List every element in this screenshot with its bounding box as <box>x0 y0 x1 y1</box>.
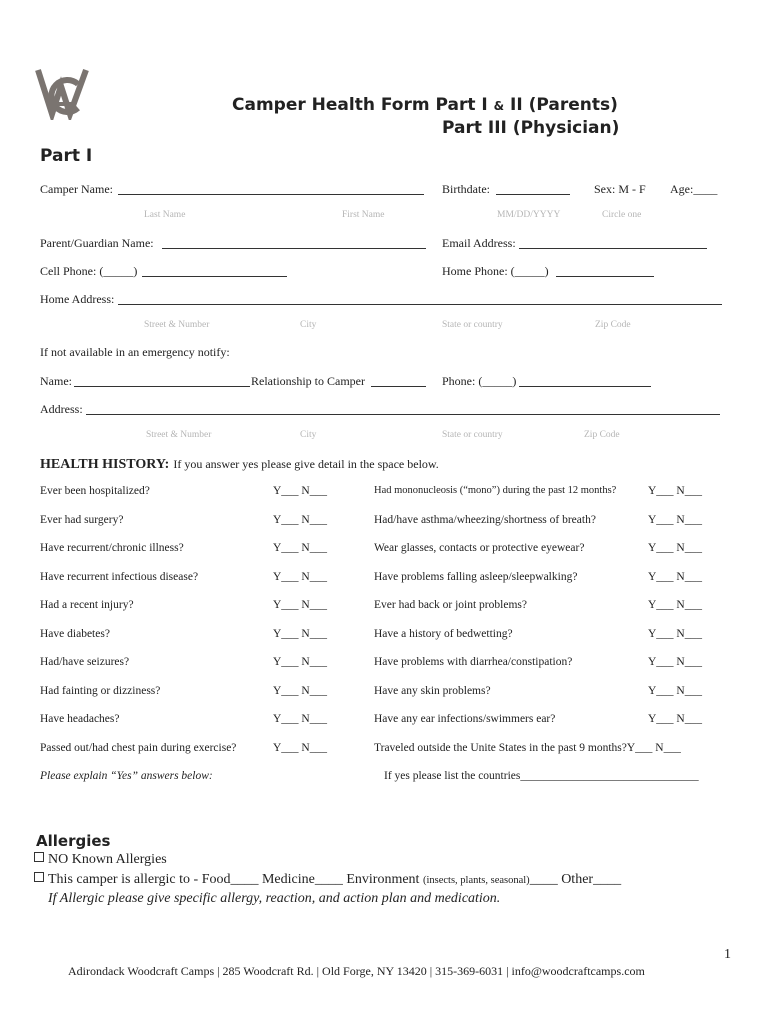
hint-last-name: Last Name <box>144 210 186 220</box>
left-yes-no[interactable]: Y___ N___ <box>273 742 327 754</box>
right-question: Wear glasses, contacts or protective eyewear? <box>374 542 585 554</box>
left-question: Had fainting or dizziness? <box>40 685 161 697</box>
camp-logo <box>34 64 92 120</box>
right-question: Have any skin problems? <box>374 685 491 697</box>
left-question: Have diabetes? <box>40 628 110 640</box>
right-yes-no[interactable]: Y___ N___ <box>648 599 702 611</box>
explain-label: Please explain “Yes” answers below: <box>40 770 213 782</box>
home-address-field[interactable] <box>118 304 722 305</box>
cell-phone-label: Cell Phone: (_____) <box>40 264 138 278</box>
left-question: Have recurrent/chronic illness? <box>40 542 184 554</box>
left-question: Ever been hospitalized? <box>40 485 150 497</box>
cell-phone-field[interactable] <box>142 276 287 277</box>
health-history-heading: HEALTH HISTORY: If you answer yes please give detail in the space below. <box>40 457 439 472</box>
hint-street-2: Street & Number <box>146 430 212 440</box>
right-yes-no[interactable]: Y___ N___ <box>648 685 702 697</box>
right-yes-no[interactable]: Y___ N___ <box>648 571 702 583</box>
left-question: Passed out/had chest pain during exercise? <box>40 742 237 754</box>
hint-first-name: First Name <box>342 210 385 220</box>
emergency-name-field[interactable] <box>74 386 250 387</box>
page-number: 1 <box>724 947 731 962</box>
right-question: Had mononucleosis (“mono”) during the past 12 months? <box>374 485 617 496</box>
countries-label[interactable]: If yes please list the countries_______________________________ <box>384 770 699 782</box>
right-question: Have a history of bedwetting? <box>374 628 513 640</box>
emergency-address-field[interactable] <box>86 414 720 415</box>
left-yes-no[interactable]: Y___ N___ <box>273 542 327 554</box>
checkbox-icon[interactable] <box>34 852 44 862</box>
left-yes-no[interactable]: Y___ N___ <box>273 485 327 497</box>
camper-name-field[interactable] <box>118 194 424 195</box>
camper-name-label: Camper Name: <box>40 182 113 196</box>
right-question: Had/have asthma/wheezing/shortness of breath? <box>374 514 596 526</box>
guardian-field[interactable] <box>162 248 426 249</box>
left-question: Had/have seizures? <box>40 656 130 668</box>
form-title-line1: Camper Health Form Part I & II (Parents) <box>232 95 618 115</box>
allergies-heading: Allergies <box>36 832 111 850</box>
email-field[interactable] <box>519 248 707 249</box>
left-yes-no[interactable]: Y___ N___ <box>273 685 327 697</box>
email-label: Email Address: <box>442 236 516 250</box>
left-question: Have recurrent infectious disease? <box>40 571 199 583</box>
emergency-name-label: Name: <box>40 374 72 388</box>
age-label[interactable]: Age:____ <box>670 182 718 196</box>
right-question: Have any ear infections/swimmers ear? <box>374 713 556 725</box>
right-yes-no[interactable]: Y___ N___ <box>648 542 702 554</box>
home-address-label: Home Address: <box>40 292 115 306</box>
left-yes-no[interactable]: Y___ N___ <box>273 599 327 611</box>
no-allergies-option[interactable]: NO Known Allergies <box>34 852 167 868</box>
birthdate-label: Birthdate: <box>442 182 490 196</box>
checkbox-icon[interactable] <box>34 872 44 882</box>
hint-circle-one: Circle one <box>602 210 642 220</box>
left-yes-no[interactable]: Y___ N___ <box>273 628 327 640</box>
emergency-label: If not available in an emergency notify: <box>40 345 230 359</box>
emergency-address-label: Address: <box>40 402 83 416</box>
footer-address: Adirondack Woodcraft Camps | 285 Woodcraft Rd. | Old Forge, NY 13420 | 315-369-6031 | info@woodcraftcamps.com <box>68 964 645 978</box>
right-yes-no[interactable]: Y___ N___ <box>648 485 702 497</box>
right-question: Traveled outside the Unite States in the past 9 months?Y___ N___ <box>374 742 681 754</box>
left-question: Had a recent injury? <box>40 599 134 611</box>
hint-state: State or country <box>442 320 503 330</box>
left-yes-no[interactable]: Y___ N___ <box>273 571 327 583</box>
allergy-note: If Allergic please give specific allergy, reaction, and action plan and medication. <box>48 891 501 906</box>
left-question: Have headaches? <box>40 713 120 725</box>
hint-zip-2: Zip Code <box>584 430 620 440</box>
right-question: Have problems with diarrhea/constipation? <box>374 656 573 668</box>
sex-label[interactable]: Sex: M - F <box>594 182 646 196</box>
relationship-field[interactable] <box>371 386 426 387</box>
allergic-option[interactable]: This camper is allergic to - Food____ Medicine____ Environment (insects, plants, seasonal)____ Other____ <box>34 872 621 888</box>
guardian-label: Parent/Guardian Name: <box>40 236 154 250</box>
right-yes-no[interactable]: Y___ N___ <box>648 514 702 526</box>
emergency-phone-label: Phone: (_____) <box>442 374 517 388</box>
hint-zip: Zip Code <box>595 320 631 330</box>
hint-street: Street & Number <box>144 320 210 330</box>
left-yes-no[interactable]: Y___ N___ <box>273 514 327 526</box>
home-phone-field[interactable] <box>556 276 654 277</box>
birthdate-field[interactable] <box>496 194 570 195</box>
form-title-line2: Part III (Physician) <box>442 118 620 138</box>
right-question: Ever had back or joint problems? <box>374 599 527 611</box>
hint-city-2: City <box>300 430 317 440</box>
hint-city: City <box>300 320 317 330</box>
right-yes-no[interactable]: Y___ N___ <box>648 656 702 668</box>
right-question: Have problems falling asleep/sleepwalking? <box>374 571 578 583</box>
left-yes-no[interactable]: Y___ N___ <box>273 713 327 725</box>
part1-heading: Part I <box>40 146 93 166</box>
emergency-phone-field[interactable] <box>519 386 651 387</box>
hint-state-2: State or country <box>442 430 503 440</box>
right-yes-no[interactable]: Y___ N___ <box>648 628 702 640</box>
hint-date: MM/DD/YYYY <box>497 210 561 220</box>
home-phone-label: Home Phone: (_____) <box>442 264 549 278</box>
left-question: Ever had surgery? <box>40 514 124 526</box>
right-yes-no[interactable]: Y___ N___ <box>648 713 702 725</box>
relationship-label: Relationship to Camper <box>251 374 365 388</box>
left-yes-no[interactable]: Y___ N___ <box>273 656 327 668</box>
